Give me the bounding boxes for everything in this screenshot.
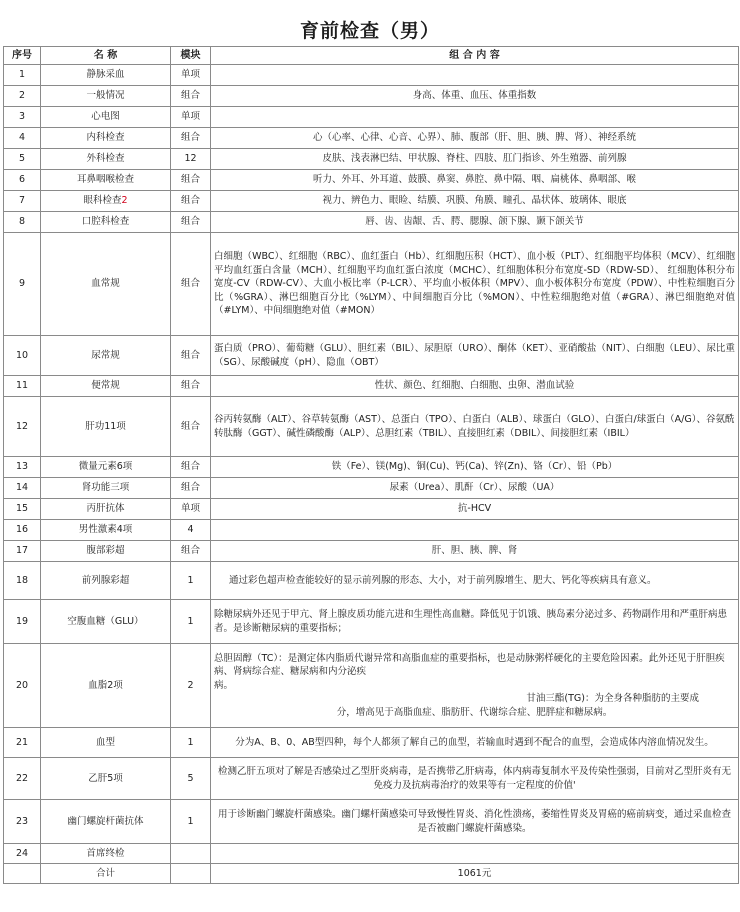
exam-table (3, 46, 739, 884)
row-name: 内科检查 (41, 128, 171, 149)
row-module: 组合 (171, 478, 211, 499)
row-no: 14 (4, 478, 41, 499)
row-content (211, 520, 739, 541)
row-content: 检测乙肝五项对了解是否感染过乙型肝炎病毒，是否携带乙肝病毒，体内病毒复制水平及传染性强弱，目前对乙型肝炎有无免疫力及抗病毒治疗的效果等有一定程度的价值' (211, 758, 739, 800)
row-content: 视力、辨色力、眼睑、结膜、巩膜、角膜、瞳孔、晶状体、玻璃体、眼底 (211, 191, 739, 212)
row-content: 唇、齿、齿龈、舌、腭、腮腺、颌下腺、颞下颌关节 (211, 212, 739, 233)
row-module: 组合 (171, 191, 211, 212)
table-row (4, 65, 739, 86)
row-content: 性状、颜色、红细胞、白细胞、虫卵、潜血试验 (211, 376, 739, 397)
total-row (4, 864, 739, 884)
row-module: 2 (171, 644, 211, 728)
row-no: 3 (4, 107, 41, 128)
header-module: 模块 (171, 47, 211, 65)
table-row (4, 191, 739, 212)
row-module: 单项 (171, 499, 211, 520)
row-name: 微量元素6项 (41, 457, 171, 478)
table-row (4, 149, 739, 170)
row-name: 丙肝抗体 (41, 499, 171, 520)
row-no: 9 (4, 233, 41, 336)
row-no: 13 (4, 457, 41, 478)
row-content: 谷丙转氨酶（ALT）、谷草转氨酶（AST）、总蛋白（TPO）、白蛋白（ALB）、球蛋白（GLO）、白蛋白/球蛋白（A/G）、谷氨酰转肽酶（GGT）、碱性磷酸酶（ALP）、总胆红素（TBIL）、直接胆红素（DBIL）、间接胆红素（IBIL） (211, 397, 739, 457)
table-row (4, 758, 739, 800)
lipid-tg-text: 甘油三酯(TG)：为全身各种脂肪的主要成 (526, 693, 699, 705)
total-no (4, 864, 41, 884)
row-module: 5 (171, 758, 211, 800)
row-name: 幽门螺旋杆菌抗体 (41, 800, 171, 844)
row-content: 蛋白质（PRO）、葡萄糖（GLU）、胆红素（BIL）、尿胆原（URO）、酮体（KET）、亚硝酸盐（NIT）、白细胞（LEU）、尿比重（SG）、尿酸碱度（pH）、隐血（OBT） (211, 336, 739, 376)
row-module: 组合 (171, 128, 211, 149)
table-row (4, 107, 739, 128)
table-row (4, 800, 739, 844)
row-name: 血常规 (41, 233, 171, 336)
row-module: 4 (171, 520, 211, 541)
row-no: 22 (4, 758, 41, 800)
row-name: 肾功能三项 (41, 478, 171, 499)
row-name: 外科检查 (41, 149, 171, 170)
table-row (4, 336, 739, 376)
table-row (4, 128, 739, 149)
row-module: 1 (171, 728, 211, 758)
row-no: 1 (4, 65, 41, 86)
row-module: 组合 (171, 541, 211, 562)
row-no: 16 (4, 520, 41, 541)
row-name-text: 眼科检查 (83, 195, 122, 207)
total-label: 合计 (41, 864, 171, 884)
table-row (4, 397, 739, 457)
row-content (211, 65, 739, 86)
row-module: 组合 (171, 397, 211, 457)
row-content (211, 107, 739, 128)
header-content: 组 合 内 容 (211, 47, 739, 65)
row-no: 10 (4, 336, 41, 376)
row-no: 12 (4, 397, 41, 457)
row-name: 首席终检 (41, 844, 171, 864)
row-content: 白细胞（WBC）、红细胞（RBC）、血红蛋白（Hb）、红细胞压积（HCT）、血小板（PLT）、红细胞平均体积（MCV）、红细胞平均血红蛋白含量（MCH）、红细胞平均血红蛋白浓度（MCHC）、红细胞体积分布宽度-SD（RDW-SD）、 红细胞体积分布宽度-CV（RDW-CV）、大血小板比率（P-LCR）、平均血小板体积（MPV）、血小板体积分布宽度（PDW）、中性粒细胞百分比（%GRA）、淋巴细胞百分比（%LYM）、中间细胞百分比（%MON）、中性粒细胞绝对值（#GRA）、淋巴细胞绝对值（#LYM）、中间细胞绝对值（#MON） (211, 233, 739, 336)
row-module: 组合 (171, 212, 211, 233)
table-row (4, 170, 739, 191)
row-no: 11 (4, 376, 41, 397)
total-value: 1061元 (211, 864, 739, 884)
lipid-tc-end: 病。 (214, 679, 234, 691)
header-no: 序号 (4, 47, 41, 65)
table-row (4, 728, 739, 758)
row-content: 用于诊断幽门螺旋杆菌感染。幽门螺杆菌感染可导致慢性胃炎、消化性溃疡，萎缩性胃炎及胃癌的癌前病变，通过采血检查是否被幽门螺旋杆菌感染。 (211, 800, 739, 844)
row-module: 组合 (171, 86, 211, 107)
row-module: 1 (171, 800, 211, 844)
row-module: 12 (171, 149, 211, 170)
row-name: 空腹血糖（GLU） (41, 600, 171, 644)
row-name: 肝功11项 (41, 397, 171, 457)
row-content (211, 844, 739, 864)
row-module (171, 844, 211, 864)
row-no: 4 (4, 128, 41, 149)
lipid-tc-text: 总胆固醇（TC）：是测定体内脂质代谢异常和高脂血症的重要指标，也是动脉粥样硬化的主要危险因素。此外还见于肝胆疾病、肾病综合症、糖尿病和内分泌疾 (214, 652, 725, 678)
row-no: 24 (4, 844, 41, 864)
row-content: 皮肤、浅表淋巴结、甲状腺、脊柱、四肢、肛门指诊、外生殖器、前列腺 (211, 149, 739, 170)
row-name: 乙肝5项 (41, 758, 171, 800)
row-content: 铁（Fe）、镁(Mg)、铜(Cu)、钙(Ca)、锌(Zn)、铬（Cr）、铅（Pb） (211, 457, 739, 478)
row-content: 通过彩色超声检查能较好的显示前列腺的形态、大小，对于前列腺增生、肥大、钙化等疾病具有意义。 (211, 562, 739, 600)
header-name: 名 称 (41, 47, 171, 65)
row-name: 血脂2项 (41, 644, 171, 728)
row-name: 尿常规 (41, 336, 171, 376)
row-no: 23 (4, 800, 41, 844)
lipid-tg-end: 分，增高见于高脂血症、脂肪肝、代谢综合症、肥胖症和糖尿病。 (336, 706, 613, 718)
total-module (171, 864, 211, 884)
row-content (211, 644, 739, 728)
row-module: 组合 (171, 336, 211, 376)
table-row (4, 600, 739, 644)
row-name: 腹部彩超 (41, 541, 171, 562)
table-row (4, 499, 739, 520)
row-content: 分为A、B、0、AB型四种，每个人都须了解自己的血型，若输血时遇到不配合的血型，会造成体内溶血情况发生。 (211, 728, 739, 758)
row-name: 一般情况 (41, 86, 171, 107)
row-name: 前列腺彩超 (41, 562, 171, 600)
row-module: 单项 (171, 107, 211, 128)
row-no: 6 (4, 170, 41, 191)
table-row (4, 86, 739, 107)
table-row (4, 541, 739, 562)
row-module: 组合 (171, 376, 211, 397)
row-content: 除糖尿病外还见于甲亢、肾上腺皮质功能亢进和生理性高血糖。降低见于饥饿、胰岛素分泌过多、药物副作用和严重肝病患者。是诊断糖尿病的重要指标； (211, 600, 739, 644)
row-name (41, 191, 171, 212)
row-content: 身高、体重、血压、体重指数 (211, 86, 739, 107)
row-no: 8 (4, 212, 41, 233)
row-name: 耳鼻咽喉检查 (41, 170, 171, 191)
table-row (4, 562, 739, 600)
row-module: 单项 (171, 65, 211, 86)
row-name: 口腔科检查 (41, 212, 171, 233)
row-name: 血型 (41, 728, 171, 758)
row-module: 组合 (171, 170, 211, 191)
header-row (4, 47, 739, 65)
row-module: 组合 (171, 233, 211, 336)
row-content: 心（心率、心律、心音、心界）、肺、腹部（肝、胆、胰、脾、肾）、神经系统 (211, 128, 739, 149)
table-row (4, 478, 739, 499)
table-row (4, 844, 739, 864)
row-no: 5 (4, 149, 41, 170)
table-row (4, 520, 739, 541)
row-name: 男性激素4项 (41, 520, 171, 541)
row-name: 静脉采血 (41, 65, 171, 86)
row-no: 18 (4, 562, 41, 600)
table-row (4, 212, 739, 233)
table-row (4, 233, 739, 336)
row-content: 肝、胆、胰、脾、肾 (211, 541, 739, 562)
row-no: 21 (4, 728, 41, 758)
row-content: 尿素（Urea）、肌酐（Cr）、尿酸（UA） (211, 478, 739, 499)
row-name: 心电图 (41, 107, 171, 128)
row-no: 17 (4, 541, 41, 562)
row-module: 1 (171, 600, 211, 644)
row-module: 组合 (171, 457, 211, 478)
table-row (4, 644, 739, 728)
row-name: 便常规 (41, 376, 171, 397)
row-no: 20 (4, 644, 41, 728)
row-content: 抗-HCV (211, 499, 739, 520)
row-no: 19 (4, 600, 41, 644)
table-row (4, 457, 739, 478)
page-title: 育前检查（男） (299, 20, 440, 42)
row-no: 7 (4, 191, 41, 212)
table-row (4, 376, 739, 397)
row-name-mark: 2 (121, 195, 128, 207)
row-no: 15 (4, 499, 41, 520)
row-content: 听力、外耳、外耳道、鼓膜、鼻窦、鼻腔、鼻中隔、咽、扁桃体、鼻咽部、喉 (211, 170, 739, 191)
row-no: 2 (4, 86, 41, 107)
row-module: 1 (171, 562, 211, 600)
